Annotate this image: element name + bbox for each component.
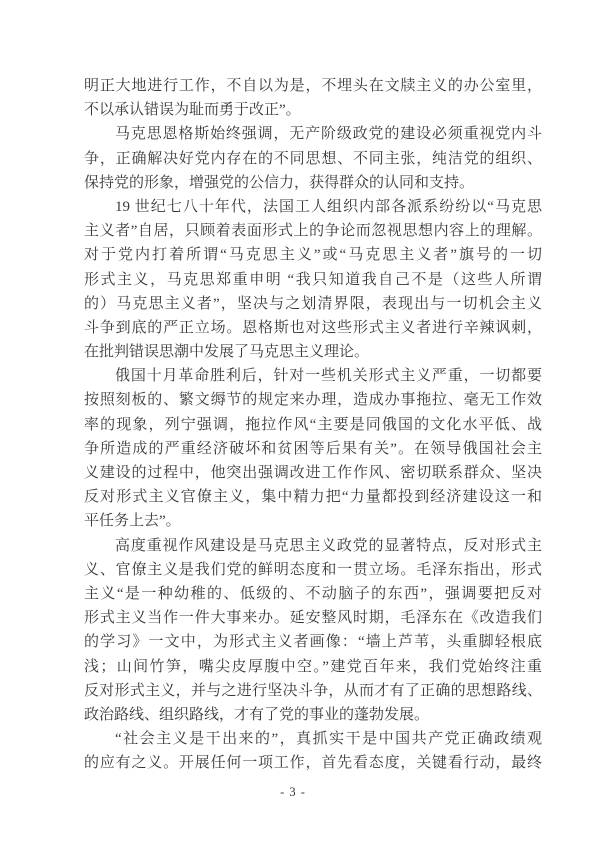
text-line: 的学习》一文中，为形式主义者画像：“墙上芦苇，头重脚轻根底	[84, 634, 542, 651]
text-line: 的）马克思主义者”，坚决与之划清界限，表现出与一切机会主义	[84, 295, 542, 312]
text-line: 率的现象，列宁强调，拖拉作风“主要是同俄国的文化水平低、战	[84, 416, 542, 433]
document-text	[84, 74, 542, 775]
text-line: 形式主义，马克思郑重申明 “我只知道我自己不是（这些人所谓	[84, 271, 542, 288]
text-line: 主义者”自居，只顾着表面形式上的争论而忽视思想内容上的理解。	[84, 223, 542, 240]
text-line: 对于党内打着所谓“马克思主义”或“马克思主义者”旗号的一切	[84, 247, 542, 264]
text-line: 马克思恩格斯始终强调，无产阶级政党的建设必须重视党内斗	[115, 126, 542, 143]
page-number: - 3 -	[280, 785, 306, 799]
text-line: 形式主义当作一件大事来办。延安整风时期，毛泽东在《改造我们	[84, 610, 542, 627]
text-line: 主义“是一种幼稚的、低级的、不动脑子的东西”，强调要把反对	[84, 585, 542, 602]
text-line: 争，正确解决好党内存在的不同思想、不同主张，纯洁党的组织、	[84, 150, 542, 167]
text-line: 不以承认错误为耻而勇于改正”。	[84, 102, 301, 119]
text-line: 浅；山间竹笋，嘴尖皮厚腹中空。”建党百年来，我们党始终注重	[84, 658, 542, 675]
text-line: 高度重视作风建设是马克思主义政党的显著特点，反对形式主	[115, 537, 542, 554]
text-line: 俄国十月革命胜利后，针对一些机关形式主义严重，一切都要	[115, 368, 542, 385]
text-line: 明正大地进行工作，不自以为是，不埋头在文牍主义的办公室里，	[84, 78, 542, 94]
text-line: 19 世纪七八十年代，法国工人组织内部各派系纷纷以“马克思	[115, 198, 542, 215]
text-line: 反对形式主义，并与之进行坚决斗争，从而才有了正确的思想路线、	[84, 682, 542, 699]
text-line: 争所造成的严重经济破坏和贫困等后果有关”。在领导俄国社会主	[84, 440, 542, 457]
text-line: 反对形式主义官僚主义，集中精力把“力量都投到经济建设这一和	[84, 489, 542, 506]
text-line: 在批判错误思潮中发展了马克思主义理论。	[84, 344, 370, 361]
text-line: “社会主义是干出来的”，真抓实干是中国共产党正确政绩观	[115, 731, 542, 748]
text-line: 的应有之义。开展任何一项工作，首先看态度，关键看行动，最终	[84, 755, 542, 772]
text-line: 政治路线、组织路线，才有了党的事业的蓬勃发展。	[84, 706, 430, 723]
text-line: 保持党的形象，增强党的公信力，获得群众的认同和支持。	[84, 174, 475, 191]
text-line: 按照刻板的、繁文缛节的规定来办理，造成办事拖拉、毫无工作效	[84, 392, 542, 409]
text-line: 斗争到底的严正立场。恩格斯也对这些形式主义者进行辛辣讽刺，	[84, 319, 542, 336]
text-line: 义建设的过程中，他突出强调改进工作作风、密切联系群众、坚决	[84, 465, 542, 481]
text-line: 义、官僚主义是我们党的鲜明态度和一贯立场。毛泽东指出，形式	[84, 561, 542, 578]
text-line: 平任务上去”。	[84, 513, 181, 530]
